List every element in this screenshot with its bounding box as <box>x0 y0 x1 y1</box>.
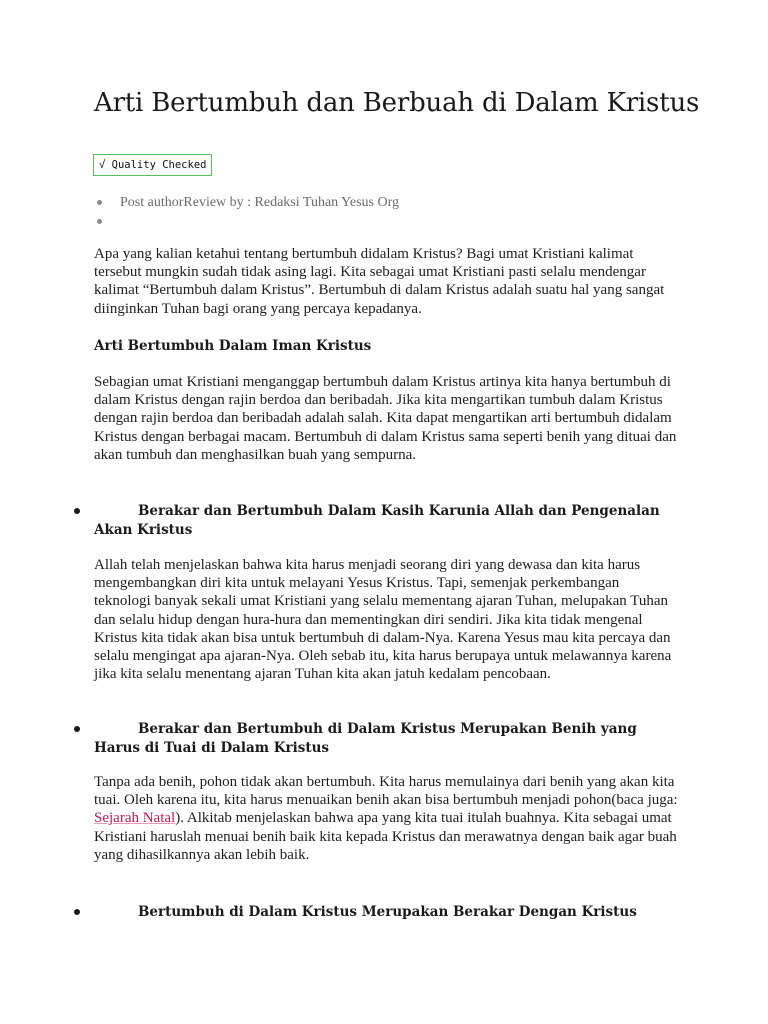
list-heading-text: Berakar dan Bertumbuh di Dalam Kristus Merupakan Benih yang Harus di Tuai di Dalam Kristus <box>94 721 637 756</box>
paragraph-berakar-kasih-karunia: Allah telah menjelaskan bahwa kita harus menjadi seorang diri yang dewasa dan kita harus mengembangkan diri kita untuk melayani Yesus Kristus. Tapi, semenjak perkembangan teknologi banyak sekali umat Kristiani yang selalu mementang ajaran Tuhan, melupakan Tuhan dan selalu hidup dengan hura-hura dan mementingkan diri sendiri. Jika kita tidak mengenal Kristus kita tidak akan bisa untuk bertumbuh di dalam-Nya. Karena Yesus mau kita percaya dan selalu mengingat apa ajaran-Nya. Oleh sebab itu, kita harus berupaya untuk melawannya karena jika kita selalu menentang ajaran Tuhan kita akan jatuh kedalam pencobaan. <box>94 557 672 683</box>
quality-checked-badge: √ Quality Checked <box>93 154 212 176</box>
list-heading-benih-dituai <box>74 720 674 757</box>
post-meta-list <box>118 193 399 231</box>
list-heading-berakar-dengan-kristus <box>74 903 674 922</box>
list-heading-berakar-kasih-karunia <box>74 502 674 539</box>
sejarah-natal-link[interactable]: Sejarah Natal <box>94 810 176 827</box>
list-heading-text: Bertumbuh di Dalam Kristus Merupakan Berakar Dengan Kristus <box>138 904 637 920</box>
section-heading-arti-bertumbuh: Arti Bertumbuh Dalam Iman Kristus <box>94 338 372 354</box>
section-paragraph-arti-bertumbuh: Sebagian umat Kristiani menganggap bertumbuh dalam Kristus artinya kita hanya bertumbuh di dalam Kristus dengan rajin berdoa dan beribadah. Jika kita mengartikan tumbuh dalam Kristus dengan rajin berdoa dan beribadah adalah salah. Kita dapat mengartikan arti bertumbuh didalam Kristus dengan berbagai macam. Bertumbuh di dalam Kristus sama seperti benih yang dituai dan akan tumbuh dan menghasilkan buah yang sempurna. <box>94 374 677 463</box>
list-heading-text: Berakar dan Bertumbuh Dalam Kasih Karunia Allah dan Pengenalan Akan Kristus <box>94 503 660 538</box>
bullet-icon <box>74 909 80 915</box>
paragraph-text-before-link: Tanpa ada benih, pohon tidak akan bertumbuh. Kita harus memulainya dari benih yang akan kita tuai. Oleh karena itu, kita harus menuaikan benih akan bisa bertumbuh menjadi pohon(baca juga: <box>94 774 678 809</box>
intro-paragraph: Apa yang kalian ketahui tentang bertumbuh didalam Kristus? Bagi umat Kristiani kalimat tersebut mungkin sudah tidak asing lagi. Kita sebagai umat Kristiani pasti selalu mendengar kalimat “Bertumbuh dalam Kristus”. Bertumbuh di dalam Kristus adalah suatu hal yang sangat diinginkan Tuhan bagi orang yang percaya kepadanya. <box>94 246 665 317</box>
post-meta-empty-item <box>118 212 399 231</box>
bullet-icon <box>97 219 102 224</box>
post-meta-empty-text <box>118 214 120 229</box>
article-title: Arti Bertumbuh dan Berbuah di Dalam Kristus <box>94 88 700 118</box>
paragraph-benih-dituai <box>94 773 679 864</box>
post-author-text: Post authorReview by : Redaksi Tuhan Yesus Org <box>120 195 399 210</box>
bullet-icon <box>97 200 102 205</box>
paragraph-text-after-link: ). Alkitab menjelaskan bahwa apa yang kita tuai itulah buahnya. Kita sebagai umat Kristiani haruslah menuai benih baik kita kepada Kristus dan merawatnya dengan baik agar buah yang dihasilkannya akan lebih baik. <box>94 810 677 863</box>
post-author-item <box>118 193 399 212</box>
bullet-icon <box>74 726 80 732</box>
bullet-icon <box>74 508 80 514</box>
